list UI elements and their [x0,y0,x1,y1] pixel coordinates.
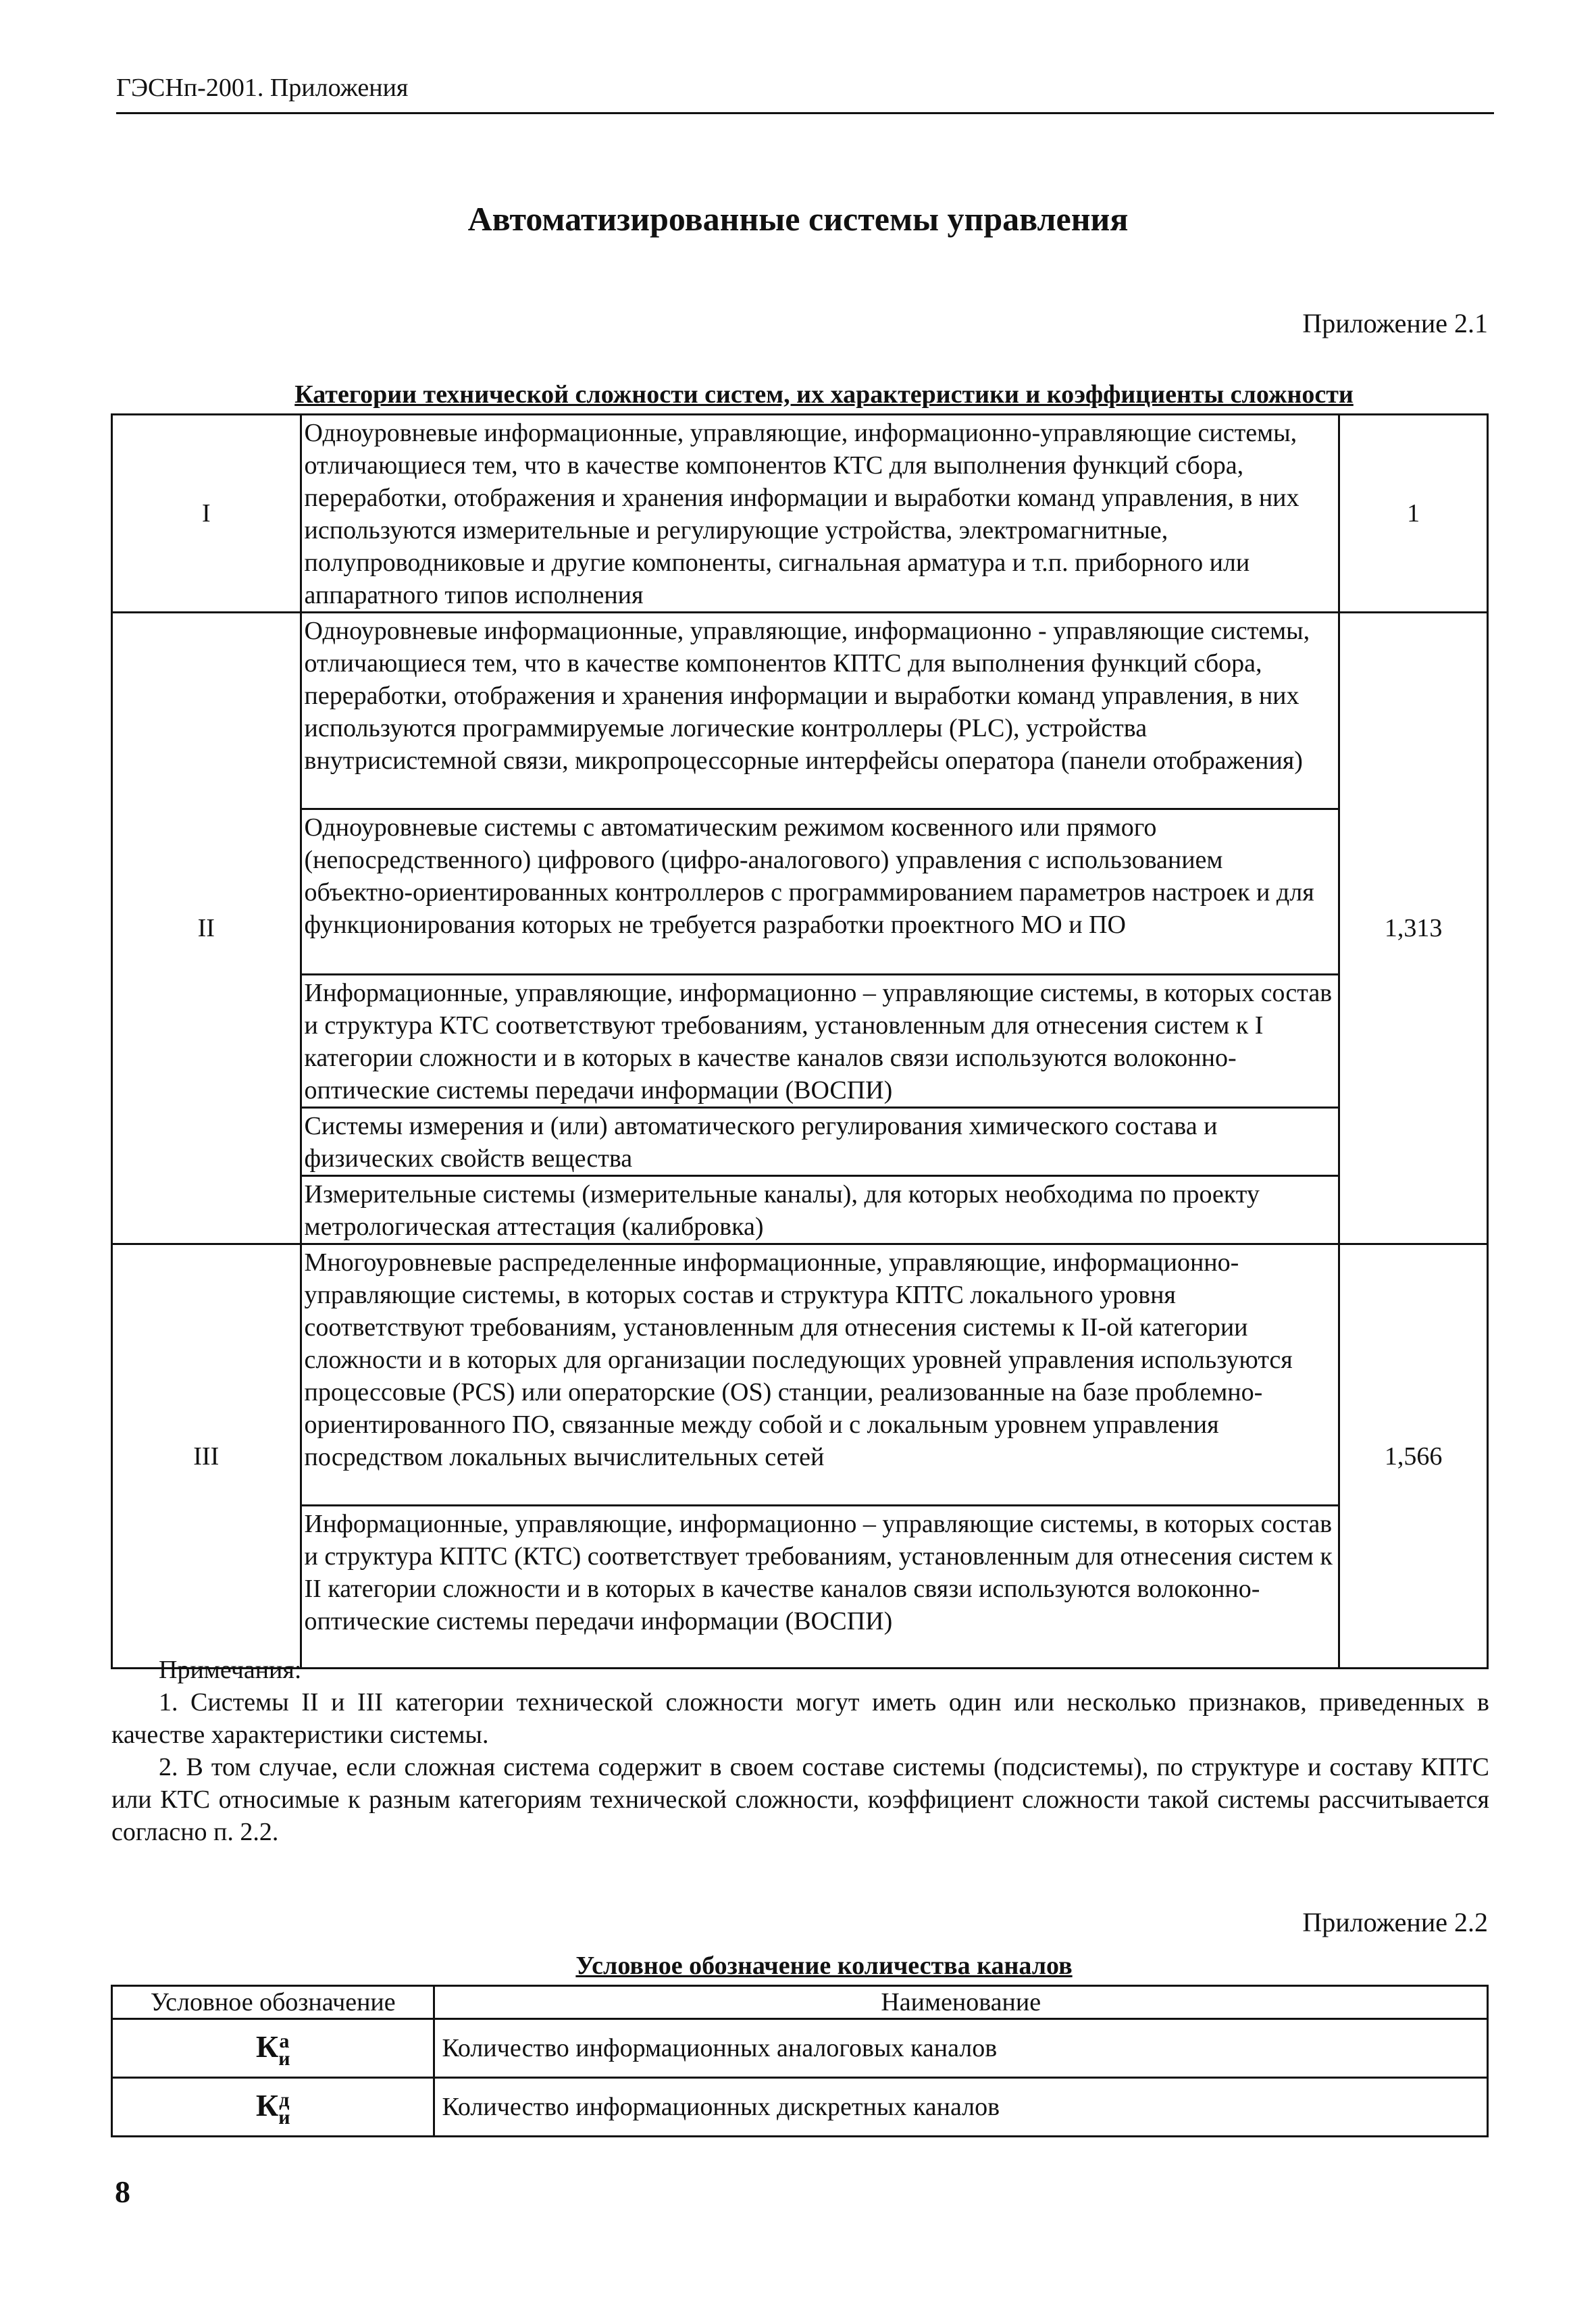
channel-name: Количество информационных дискретных каналов [434,2078,1488,2137]
categories-table-title: Категории технической сложности систем, их характеристики и коэффициенты сложности [294,380,1354,409]
characteristic-cell: Многоуровневые распределенные информационные, управляющие, информационно-управляющие системы, в которых состав и структура КПТС локального уровня соответствуют требованиям, установленным для отнесения системы к II-ой категории сложности и в которых для организации последующих уровней управления используются процессовые (PCS) или операторские (OS) станции, реализованные на базе проблемно-ориентированного ПО, связанные между собой и с локальным уровнем управления посредством локальных вычислительных сетей [301,1244,1339,1506]
note-1: 1. Системы II и III категории технической сложности могут иметь один или несколько признаков, приведенных в качестве характеристики системы. [111,1688,1489,1749]
symbol-subscript: и [278,2047,290,2070]
symbol-subscript: и [278,2106,290,2129]
characteristic-cell: Системы измерения и (или) автоматического регулирования химического состава и физических свойств вещества [301,1108,1339,1176]
page-number: 8 [115,2175,130,2209]
table-row [112,415,1488,613]
note-2: 2. В том случае, если сложная система содержит в своем составе системы (подсистемы), по структуре и составу КПТС или КТС относимые к разным категориям технической сложности, коэффициент сложности такой системы рассчитывается согласно п. 2.2. [111,1753,1489,1846]
symbol-superscript: д [279,2088,290,2111]
symbol-base: К [255,2088,279,2123]
table-row [112,975,1488,1108]
table-row [112,1108,1488,1176]
notes [111,1654,1489,1848]
category-cell: III [112,1244,301,1669]
symbol-superscript: а [279,2029,290,2052]
characteristic-cell: Одноуровневые информационные, управляющие, информационно-управляющие системы, отличающиеся тем, что в качестве компонентов КТС для выполнения функций сбора, переработки, отображения и хранения информации и выработки команд управления, в них используются измерительные и регулирующие устройства, электромагнитные, полупроводниковые и другие компоненты, сигнальная арматура и т.п. приборного или аппаратного типов исполнения [301,415,1339,613]
channel-name: Количество информационных аналоговых каналов [434,2019,1488,2078]
coefficient-cell: 1 [1339,415,1488,613]
symbol-base: К [255,2029,279,2064]
channel-symbol [112,2078,434,2137]
page-title: Автоматизированные системы управления [467,200,1129,238]
header-rule [116,112,1494,114]
category-cell: II [112,613,301,1244]
channels-table [111,1985,1489,2137]
channels-table-title: Условное обозначение количества каналов [575,1952,1073,1980]
table-row [112,2019,1488,2078]
characteristic-cell: Информационные, управляющие, информационно – управляющие системы, в которых состав и структура КТС соответствуют требованиям, установленным для отнесения систем к I категории сложности и в которых в качестве каналов связи используются волоконно-оптические системы передачи информации (ВОСПИ) [301,975,1339,1108]
column-header-name: Наименование [434,1986,1488,2019]
characteristic-cell: Одноуровневые информационные, управляющие, информационно - управляющие системы, отличающиеся тем, что в качестве компонентов КПТС для выполнения функций сбора, переработки, отображения и хранения информации и выработки команд управления, в них используются программируемые логические контроллеры (PLC), устройства внутрисистемной связи, микропроцессорные интерфейсы оператора (панели отображения) [301,613,1339,809]
appendix-2-1-label: Приложение 2.1 [1302,308,1488,338]
table-row [112,1506,1488,1669]
notes-heading: Примечания: [159,1656,302,1684]
coefficient-cell: 1,313 [1339,613,1488,1244]
table-row [112,809,1488,975]
table-row [112,1176,1488,1244]
characteristic-cell: Информационные, управляющие, информационно – управляющие системы, в которых состав и структура КПТС (КТС) соответствует требованиям, установленным для отнесения систем к II категории сложности и в которых в качестве каналов связи используются волоконно-оптические системы передачи информации (ВОСПИ) [301,1506,1339,1669]
category-cell: I [112,415,301,613]
appendix-2-2-label: Приложение 2.2 [1302,1907,1488,1937]
characteristic-cell: Одноуровневые системы с автоматическим режимом косвенного или прямого (непосредственного) цифрового (цифро-аналогового) управления с использованием объектно-ориентированных контроллеров с программированием параметров настроек и для функционирования которых не требуется разработки проектного МО и ПО [301,809,1339,975]
channel-symbol [112,2019,434,2078]
column-header-symbol: Условное обозначение [112,1986,434,2019]
categories-table [111,413,1489,1669]
running-header: ГЭСНп-2001. Приложения [116,74,409,102]
table-header-row [112,1986,1488,2019]
table-row [112,1244,1488,1506]
characteristic-cell: Измерительные системы (измерительные каналы), для которых необходима по проекту метрологическая аттестация (калибровка) [301,1176,1339,1244]
table-row [112,2078,1488,2137]
coefficient-cell: 1,566 [1339,1244,1488,1669]
table-row [112,613,1488,809]
